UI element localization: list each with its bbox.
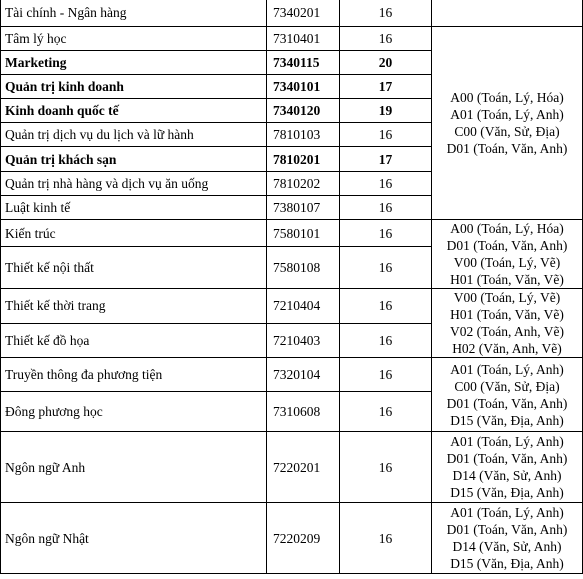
major-name: Thiết kế thời trang — [1, 289, 267, 324]
major-code: 7810103 — [267, 123, 340, 147]
table-row — [1, 0, 583, 27]
cutoff-score: 19 — [340, 99, 432, 123]
major-code: 7340120 — [267, 99, 340, 123]
major-code: 7310608 — [267, 392, 340, 432]
cutoff-score: 16 — [340, 220, 432, 247]
major-code: 7340101 — [267, 75, 340, 99]
subject-combo: V02 (Toán, Anh, Vẽ) — [450, 324, 564, 339]
subject-combo: H02 (Văn, Anh, Vẽ) — [452, 341, 562, 356]
major-name: Tâm lý học — [1, 27, 267, 51]
subject-combo: D01 (Toán, Văn, Anh) — [446, 395, 568, 411]
major-name: Luật kinh tế — [1, 196, 267, 220]
table-row — [1, 289, 583, 324]
subject-combo-cell — [432, 0, 583, 27]
cutoff-score: 16 — [340, 358, 432, 392]
major-name: Quản trị kinh doanh — [1, 75, 267, 99]
cutoff-score: 20 — [340, 51, 432, 75]
subject-combo: C00 (Văn, Sử, Địa) — [454, 124, 560, 139]
cutoff-score: 16 — [340, 27, 432, 51]
subject-combo-cell — [432, 27, 583, 220]
major-name: Tài chính - Ngân hàng — [1, 0, 267, 27]
major-name: Quản trị nhà hàng và dịch vụ ăn uống — [1, 172, 267, 196]
major-code: 7580108 — [267, 247, 340, 289]
major-code: 7210403 — [267, 323, 340, 358]
major-code: 7810201 — [267, 147, 340, 172]
subject-combo: A00 (Toán, Lý, Hóa) — [450, 90, 564, 105]
cutoff-score: 16 — [340, 503, 432, 574]
subject-combo: D01 (Toán, Văn, Anh) — [446, 238, 568, 253]
major-code: 7210404 — [267, 289, 340, 324]
subject-combo: H01 (Toán, Văn, Vẽ) — [450, 272, 564, 287]
cutoff-score: 16 — [340, 289, 432, 324]
major-name: Ngôn ngữ Nhật — [1, 503, 267, 574]
cutoff-score: 16 — [340, 0, 432, 27]
cutoff-score: 16 — [340, 196, 432, 220]
cutoff-score: 16 — [340, 323, 432, 358]
major-code: 7310401 — [267, 27, 340, 51]
major-code: 7340201 — [267, 0, 340, 27]
major-name: Ngôn ngữ Anh — [1, 432, 267, 503]
cutoff-score: 16 — [340, 172, 432, 196]
subject-combo-cell — [432, 289, 583, 358]
subject-combo: A00 (Toán, Lý, Hóa) — [450, 221, 564, 236]
subject-combo-cell — [432, 358, 583, 432]
subject-combo: D15 (Văn, Địa, Anh) — [450, 412, 564, 428]
major-name: Thiết kế đồ họa — [1, 323, 267, 358]
subject-combo: D01 (Toán, Văn, Anh) — [446, 522, 568, 537]
subject-combo: A01 (Toán, Lý, Anh) — [450, 505, 564, 520]
subject-combo: H01 (Toán, Văn, Vẽ) — [450, 307, 564, 322]
subject-combo-cell — [432, 503, 583, 574]
table-row — [1, 358, 583, 392]
subject-combo: D15 (Văn, Địa, Anh) — [450, 485, 564, 500]
major-name: Đông phương học — [1, 392, 267, 432]
subject-combo: D15 (Văn, Địa, Anh) — [450, 556, 564, 571]
subject-combo: A01 (Toán, Lý, Anh) — [450, 107, 564, 122]
cutoff-score: 16 — [340, 247, 432, 289]
major-code: 7380107 — [267, 196, 340, 220]
major-name: Kinh doanh quốc tế — [1, 99, 267, 123]
cutoff-score: 16 — [340, 392, 432, 432]
major-name: Quản trị khách sạn — [1, 147, 267, 172]
table-row — [1, 220, 583, 247]
table-row — [1, 503, 583, 574]
major-code: 7220209 — [267, 503, 340, 574]
subject-combo: D01 (Toán, Văn, Anh) — [446, 141, 568, 156]
table-row — [1, 432, 583, 503]
subject-combo: V00 (Toán, Lý, Vẽ) — [453, 255, 561, 270]
major-code: 7810202 — [267, 172, 340, 196]
table-row — [1, 27, 583, 51]
major-name: Quản trị dịch vụ du lịch và lữ hành — [1, 123, 267, 147]
major-code: 7220201 — [267, 432, 340, 503]
major-code: 7340115 — [267, 51, 340, 75]
subject-combo: C00 (Văn, Sử, Địa) — [454, 378, 560, 394]
major-code: 7320104 — [267, 358, 340, 392]
subject-combo: D01 (Toán, Văn, Anh) — [446, 451, 568, 466]
major-code: 7580101 — [267, 220, 340, 247]
cutoff-score: 16 — [340, 432, 432, 503]
cutoff-score: 17 — [340, 75, 432, 99]
cutoff-score: 16 — [340, 123, 432, 147]
cutoff-score: 17 — [340, 147, 432, 172]
subject-combo: A01 (Toán, Lý, Anh) — [450, 361, 564, 377]
subject-combo-cell — [432, 432, 583, 503]
major-name: Marketing — [1, 51, 267, 75]
subject-combo: D14 (Văn, Sử, Anh) — [452, 539, 562, 554]
subject-combo: A01 (Toán, Lý, Anh) — [450, 434, 564, 449]
subject-combo: D14 (Văn, Sử, Anh) — [452, 468, 562, 483]
major-name: Truyền thông đa phương tiện — [1, 358, 267, 392]
major-name: Thiết kế nội thất — [1, 247, 267, 289]
subject-combo-cell — [432, 220, 583, 289]
major-name: Kiến trúc — [1, 220, 267, 247]
subject-combo: V00 (Toán, Lý, Vẽ) — [453, 290, 561, 305]
